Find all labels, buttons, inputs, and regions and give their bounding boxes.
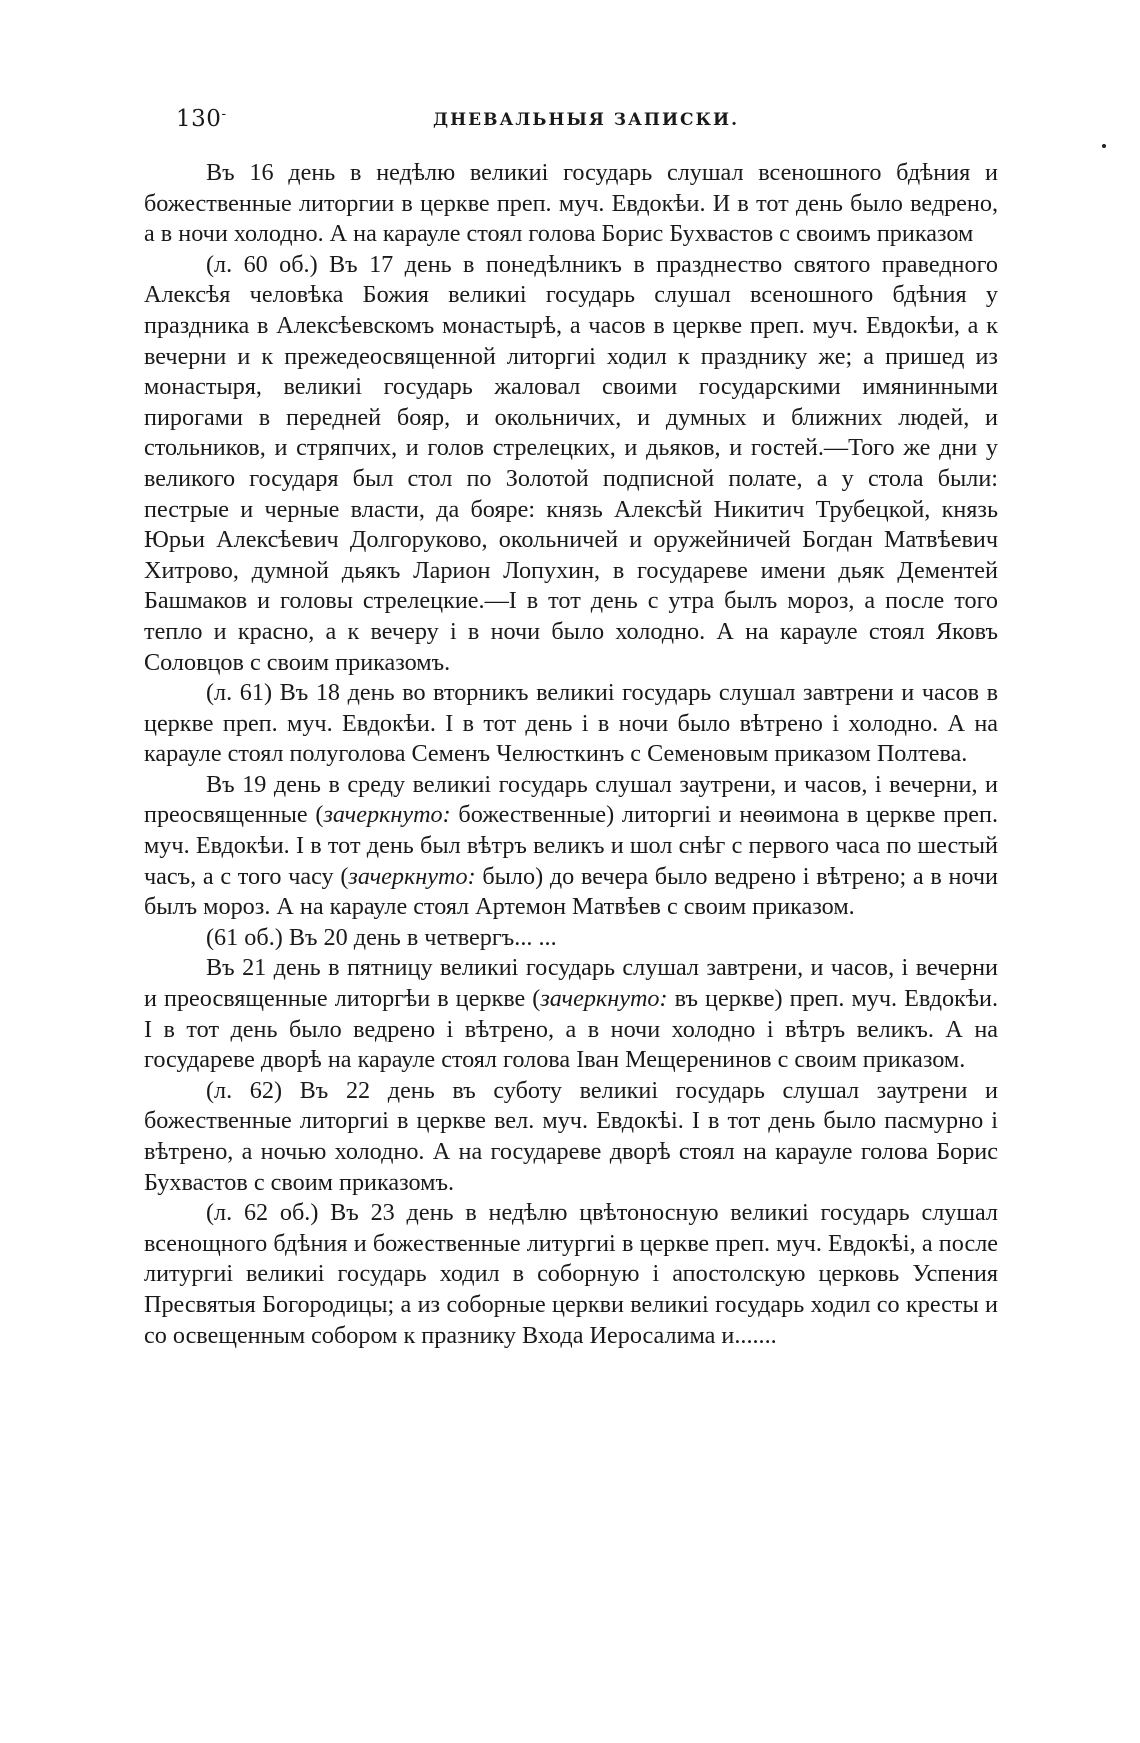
text-run: божественные) литоргиі и неѳимона в церкве преп. муч. Евдокѣи. І в тот день был вѣтръ великъ и шол снѣг с первого часа по шестый часъ, а с того часу ( — [144, 801, 999, 890]
page-number-value: 130 — [176, 106, 222, 132]
text-run: (л. 62) Въ 22 день въ суботу великиі государь слушал заутрени и божественные литоргиі в церкве вел. муч. Евдокѣі. І в тот день было пасмурно і вѣтрено, а ночью холодно. А на государеве дворѣ стоял на карауле голова Борис Бухвастов с своим приказомъ. — [144, 1076, 998, 1196]
paragraph-day-21 — [144, 953, 998, 1075]
text-run: (61 об.) Въ 20 день в четвергъ... ... — [206, 923, 557, 951]
text-run: (л. 60 об.) Въ 17 день в понедѣлникъ в празднество святого праведного Алексѣя человѣка Божия великиі государь слушал всеношного бдѣния у праздника в Алексѣевскомъ монастырѣ, а часов в церкве преп. муч. Евдокѣи, а к вечерни и к прежедеосвященной литоргиі ходил к празднику же; а пришед из монастыря, великиі государь жаловал своими государскими имянинными пирогами в передней бояр, и окольничих, и думных и ближних людей, и стольников, и стряпчих, и голов стрелецких, и дьяков, и гостей.—Того же дни у великого государя был стол по Золотой подписной полате, а у стола были: пестрые и черные власти, да бояре: князь Алексѣй Никитич Трубецкой, князь Юрьи Алексѣевич Долгоруково, окольничей и оружейничей Богдан Матвѣевич Хитрово, думной дьякъ Ларион Лопухин, в государеве имени дьяк Дементей Башмаков и головы стрелецкие.—І в тот день с утра былъ мороз, а после того тепло и красно, а к вечеру і в ночи было холодно. А на карауле стоял Яковъ Соловцов с своим приказомъ. — [144, 250, 998, 676]
paragraph-day-17 — [144, 250, 998, 678]
paragraph-day-20 — [144, 923, 998, 954]
running-title: ДНЕВАЛЬНЫЯ ЗАПИСКИ. — [432, 110, 739, 130]
running-header — [176, 106, 996, 140]
paragraph-day-23 — [144, 1198, 998, 1351]
text-run: (л. 61) Въ 18 день во вторникъ великиі государь слушал завтрени и часов в церкве преп. муч. Евдокѣи. І в тот день і в ночи было вѣтрено і холодно. А на карауле стоял полуголова Семенъ Челюсткинъ с Семеновым приказом Полтева. — [144, 679, 998, 768]
page-number-mark: - — [221, 106, 227, 122]
ink-speck — [1102, 144, 1106, 148]
editorial-note: зачеркнуто: — [348, 862, 476, 890]
editorial-note: зачеркнуто: — [540, 985, 668, 1013]
text-run: въ церкве) преп. муч. Евдокѣи. І в тот день было ведрено і вѣтрено, а в ночи холодно і вѣтръ великъ. А на государеве дворѣ на карауле стоял голова Іван Мещеренинов с своим приказом. — [144, 985, 998, 1074]
text-body — [144, 158, 998, 1351]
paragraph-day-18 — [144, 678, 998, 770]
text-run: было) до вечера было ведрено і вѣтрено; а в ночи былъ мороз. А на карауле стоял Артемон Матвѣев с своим приказом. — [144, 862, 998, 921]
paragraph-day-19 — [144, 770, 998, 923]
text-run: Въ 19 день в среду великиі государь слушал заутрени, и часов, і вечерни, и преосвященные ( — [144, 770, 998, 829]
editorial-note: зачеркнуто: — [323, 801, 451, 829]
paragraph-day-16 — [144, 158, 998, 250]
text-run: Въ 16 день в недѣлю великиі государь слушал всеношного бдѣния и божественные литоргии в церкве преп. муч. Евдокѣи. И в тот день было ведрено, а в ночи холодно. А на карауле стоял голова Борис Бухвастов с своимъ приказом — [144, 159, 998, 248]
text-run: (л. 62 об.) Въ 23 день в недѣлю цвѣтоносную великиі государь слушал всенощного бдѣния и божественные литургиі в церкве преп. муч. Евдокѣі, а после литургиі великиі государь ходил в соборную і апостолскую церковь Успения Пресвятыя Богородицы; а из соборные церкви великиі государь ходил со кресты и со освещенным собором к празнику Входа Иеросалима и....... — [144, 1199, 998, 1349]
text-run: Въ 21 день в пятницу великиі государь слушал завтрени, и часов, і вечерни и преосвященные литоргѣи в церкве ( — [144, 954, 998, 1013]
paragraph-day-22 — [144, 1076, 998, 1198]
